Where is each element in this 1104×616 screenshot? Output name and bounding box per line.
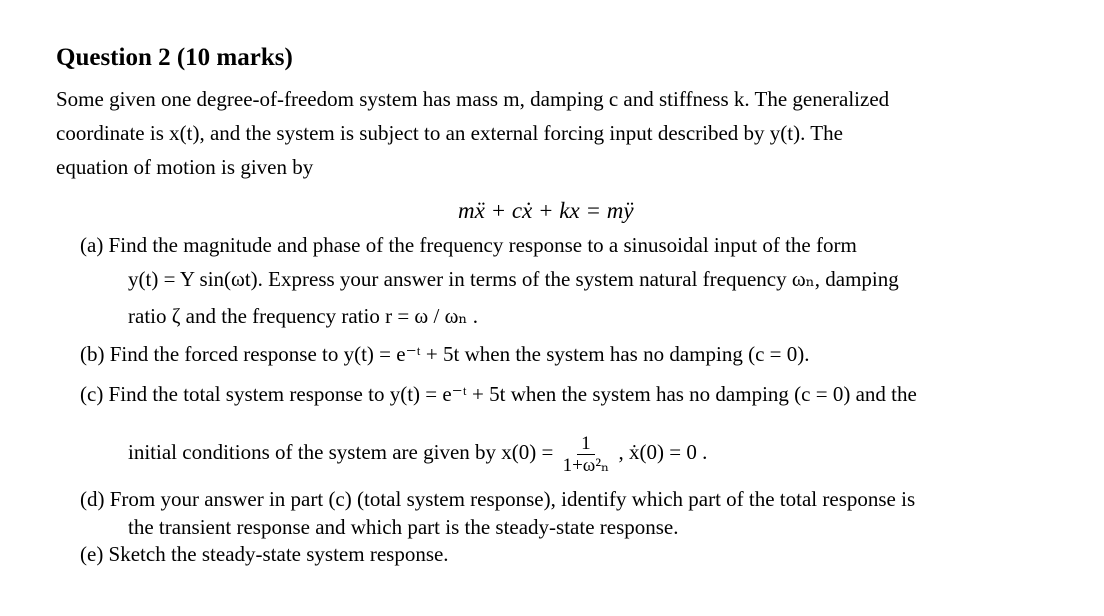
intro-line-3: equation of motion is given by [56,155,314,179]
part-c-line-1: (c) Find the total system response to y(t) = e⁻ᵗ + 5t when the system has no damping (c = 0) and the [80,382,917,406]
part-d-line-2: the transient response and which part is the steady-state response. [128,515,679,539]
part-a-line-3: ratio ζ and the frequency ratio r = ω / ωₙ . [128,304,478,328]
equation-of-motion: mẍ + cẋ + kx = mÿ [458,198,634,223]
initial-condition-text: initial conditions of the system are given by x(0) = [128,440,554,464]
intro-line-2: coordinate is x(t), and the system is subject to an external forcing input described by y(t). The [56,121,843,145]
question-title: Question 2 (10 marks) [56,44,293,71]
part-b-text: (b) Find the forced response to y(t) = e⁻ᵗ + 5t when the system has no damping (c = 0). [80,342,810,366]
part-e-text: (e) Sketch the steady-state system response. [80,542,449,566]
part-c-line-2 [128,428,707,476]
fraction-denominator: 1+ω²ₙ [562,454,610,476]
part-d-line-1: (d) From your answer in part (c) (total system response), identify which part of the total response is [80,487,916,511]
intro-line-1: Some given one degree-of-freedom system has mass m, damping c and stiffness k. The generalized [56,87,890,111]
part-a-line-2: y(t) = Y sin(ωt). Express your answer in terms of the system natural frequency ωₙ, damping [128,267,899,291]
part-a-line-1: (a) Find the magnitude and phase of the frequency response to a sinusoidal input of the form [80,233,857,257]
initial-condition-fraction [561,433,612,476]
initial-velocity-text: , ẋ(0) = 0 . [618,440,708,464]
fraction-numerator: 1 [577,433,595,455]
